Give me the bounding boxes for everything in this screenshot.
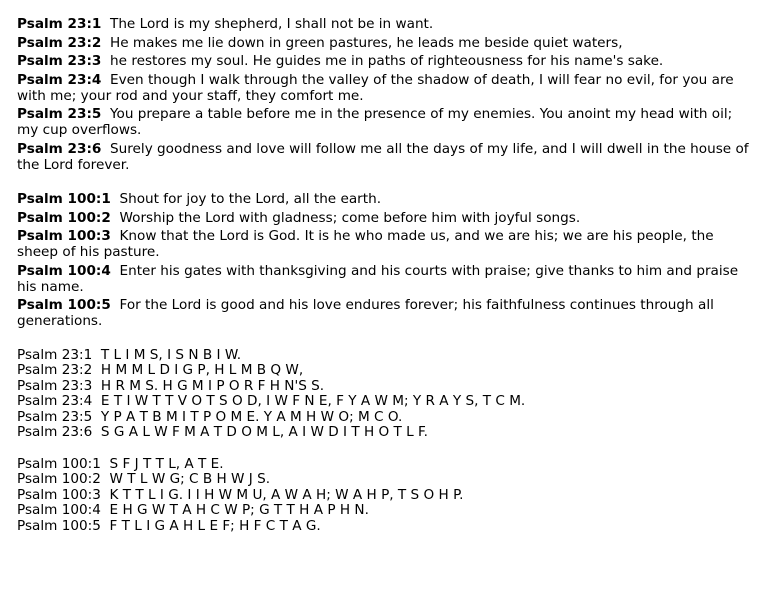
abbreviation-letters: H R M S. H G M I P O R F H N'S S.: [100, 377, 325, 394]
abbreviation-letters: W T L W G; C B H W J S.: [109, 471, 271, 487]
abbreviation-line: [17, 457, 750, 473]
abbreviation-line: [17, 425, 750, 441]
verse-line: [17, 228, 750, 260]
abbreviation-reference: Psalm 23:4: [17, 393, 93, 409]
verse-reference: Psalm 100:2: [17, 209, 111, 226]
verse-reference: Psalm 23:4: [17, 71, 102, 88]
verse-text: Know that the Lord is God. It is he who made us, and we are his; we are his people, the sheep of his pasture.: [17, 228, 714, 260]
abbreviation-line: [17, 348, 750, 364]
abbreviation-reference: Psalm 100:1: [17, 455, 101, 472]
abbreviation-letters: E H G W T A H C W P; G T T H A P H N.: [109, 502, 369, 518]
abbreviation-letters: S G A L W F M A T D O M L, A I W D I T H O T L F.: [100, 424, 428, 440]
abbreviation-line: [17, 472, 750, 488]
psalm-100-abbreviations: [17, 457, 750, 535]
verse-text: For the Lord is good and his love endures forever; his faithfulness continues through all generations.: [17, 297, 714, 329]
verse-reference: Psalm 100:4: [17, 262, 111, 279]
psalm-23-section: [17, 16, 750, 173]
verse-reference: Psalm 23:2: [17, 34, 102, 51]
verse-reference: Psalm 100:5: [17, 297, 111, 313]
verse-text: he restores my soul. He guides me in paths of righteousness for his name's sake.: [110, 53, 664, 69]
abbreviation-letters: S F J T T L, A T E.: [109, 455, 224, 472]
verse-text: You prepare a table before me in the presence of my enemies. You anoint my head with oil; my cup overflows.: [17, 106, 733, 138]
abbreviation-letters: T L I M S, I S N B I W.: [100, 346, 242, 363]
abbreviation-letters: Y P A T B M I T P O M E. Y A M H W O; M C O.: [100, 408, 403, 425]
section-spacer: [17, 175, 750, 191]
verse-reference: Psalm 23:3: [17, 53, 102, 69]
verse-line: [17, 297, 750, 329]
abbreviation-reference: Psalm 23:2: [17, 362, 93, 378]
abbreviation-reference: Psalm 100:2: [17, 471, 101, 487]
abbreviation-letters: K T T L I G. I I H W M U, A W A H; W A H P, T S O H P.: [109, 486, 464, 503]
abbreviation-line: [17, 394, 750, 410]
verse-line: [17, 53, 750, 69]
verse-text: Shout for joy to the Lord, all the earth.: [119, 191, 382, 207]
abbreviation-reference: Psalm 100:3: [17, 486, 101, 503]
verse-text: Surely goodness and love will follow me all the days of my life, and I will dwell in the house of the Lord forever.: [17, 140, 749, 173]
abbreviation-reference: Psalm 23:6: [17, 424, 93, 440]
psalm-100-section: [17, 191, 750, 329]
abbreviation-reference: Psalm 100:5: [17, 517, 101, 534]
verse-text: Enter his gates with thanksgiving and his courts with praise; give thanks to him and praise his name.: [17, 262, 739, 295]
verse-line: [17, 16, 750, 32]
verse-text: He makes me lie down in green pastures, he leads me beside quiet waters,: [110, 34, 623, 51]
section-spacer: [17, 332, 750, 348]
verse-line: [17, 210, 750, 226]
abbreviation-letters: H M M L D I G P, H L M B Q W,: [100, 362, 304, 378]
abbreviation-letters: E T I W T T V O T S O D, I W F N E, F Y A W M; Y R A Y S, T C M.: [100, 393, 526, 409]
abbreviation-letters: F T L I G A H L E F; H F C T A G.: [109, 517, 321, 534]
verse-line: [17, 141, 750, 173]
verse-reference: Psalm 23:1: [17, 16, 102, 32]
verse-line: [17, 72, 750, 104]
verse-reference: Psalm 100:3: [17, 228, 111, 244]
verse-text: The Lord is my shepherd, I shall not be in want.: [110, 16, 434, 32]
abbreviation-reference: Psalm 23:3: [17, 377, 93, 394]
verse-line: [17, 191, 750, 207]
verse-text: Worship the Lord with gladness; come before him with joyful songs.: [119, 209, 581, 226]
verse-text: Even though I walk through the valley of the shadow of death, I will fear no evil, for you are with me; your rod and your staff, they comfort me.: [17, 71, 734, 104]
verse-line: [17, 263, 750, 295]
verse-line: [17, 35, 750, 51]
psalm-23-abbreviations: [17, 348, 750, 441]
abbreviation-line: [17, 379, 750, 395]
verse-reference: Psalm 23:5: [17, 106, 102, 122]
abbreviation-reference: Psalm 23:5: [17, 408, 93, 425]
abbreviation-line: [17, 488, 750, 504]
verse-reference: Psalm 23:6: [17, 140, 102, 157]
abbreviation-line: [17, 519, 750, 535]
abbreviation-reference: Psalm 23:1: [17, 346, 93, 363]
abbreviation-line: [17, 503, 750, 519]
verse-line: [17, 106, 750, 138]
verse-reference: Psalm 100:1: [17, 191, 111, 207]
abbreviation-reference: Psalm 100:4: [17, 502, 101, 518]
section-spacer: [17, 441, 750, 457]
abbreviation-line: [17, 363, 750, 379]
abbreviation-line: [17, 410, 750, 426]
